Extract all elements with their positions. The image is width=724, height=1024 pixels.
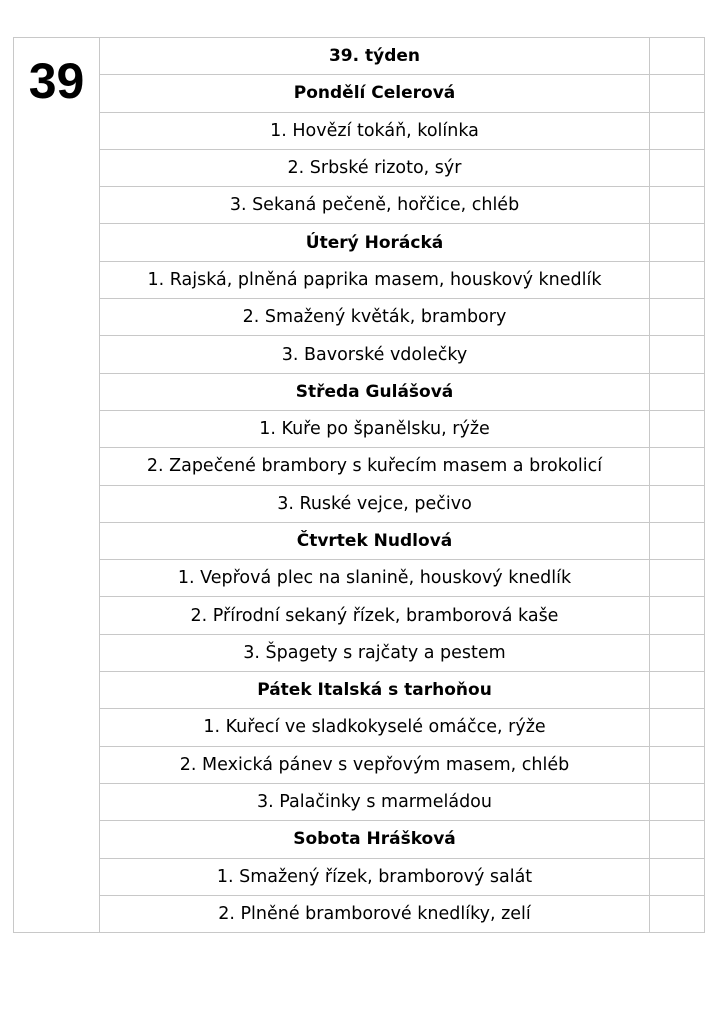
empty-cell bbox=[650, 448, 705, 485]
day-heading: Sobota Hrášková bbox=[100, 821, 650, 858]
empty-cell bbox=[650, 224, 705, 261]
meal-item: 1. Kuřecí ve sladkokyselé omáčce, rýže bbox=[100, 709, 650, 746]
empty-cell bbox=[650, 597, 705, 634]
day-heading-row bbox=[14, 522, 705, 559]
meal-row bbox=[14, 410, 705, 447]
meal-row bbox=[14, 709, 705, 746]
empty-cell bbox=[650, 299, 705, 336]
empty-cell bbox=[650, 261, 705, 298]
empty-cell bbox=[650, 672, 705, 709]
empty-cell bbox=[650, 783, 705, 820]
meal-item: 1. Hovězí tokáň, kolínka bbox=[100, 112, 650, 149]
empty-cell bbox=[650, 336, 705, 373]
empty-cell bbox=[650, 560, 705, 597]
empty-cell bbox=[650, 821, 705, 858]
day-heading: Úterý Horácká bbox=[100, 224, 650, 261]
empty-cell bbox=[650, 485, 705, 522]
meal-row bbox=[14, 448, 705, 485]
empty-cell bbox=[650, 187, 705, 224]
day-heading-row bbox=[14, 821, 705, 858]
meal-item: 2. Mexická pánev s vepřovým masem, chléb bbox=[100, 746, 650, 783]
meal-row bbox=[14, 560, 705, 597]
meal-row bbox=[14, 299, 705, 336]
meal-row bbox=[14, 485, 705, 522]
empty-cell bbox=[650, 38, 705, 75]
meal-row bbox=[14, 634, 705, 671]
day-heading-row bbox=[14, 672, 705, 709]
meal-item: 3. Bavorské vdolečky bbox=[100, 336, 650, 373]
empty-cell bbox=[650, 149, 705, 186]
meal-item: 1. Smažený řízek, bramborový salát bbox=[100, 858, 650, 895]
meal-item: 3. Sekaná pečeně, hořčice, chléb bbox=[100, 187, 650, 224]
meal-item: 3. Špagety s rajčaty a pestem bbox=[100, 634, 650, 671]
empty-cell bbox=[650, 709, 705, 746]
meal-row bbox=[14, 187, 705, 224]
meal-row bbox=[14, 336, 705, 373]
meal-item: 1. Vepřová plec na slanině, houskový knedlík bbox=[100, 560, 650, 597]
empty-cell bbox=[650, 746, 705, 783]
meal-row bbox=[14, 112, 705, 149]
day-heading: Středa Gulášová bbox=[100, 373, 650, 410]
weekly-menu-table bbox=[13, 37, 705, 933]
meal-item: 1. Kuře po španělsku, rýže bbox=[100, 410, 650, 447]
empty-cell bbox=[650, 410, 705, 447]
day-heading: Pátek Italská s tarhoňou bbox=[100, 672, 650, 709]
meal-item: 2. Srbské rizoto, sýr bbox=[100, 149, 650, 186]
empty-cell bbox=[650, 634, 705, 671]
day-heading-row bbox=[14, 75, 705, 112]
day-heading-row bbox=[14, 373, 705, 410]
empty-cell bbox=[650, 75, 705, 112]
meal-row bbox=[14, 261, 705, 298]
meal-row bbox=[14, 783, 705, 820]
meal-item: 3. Ruské vejce, pečivo bbox=[100, 485, 650, 522]
meal-row bbox=[14, 746, 705, 783]
meal-item: 2. Zapečené brambory s kuřecím masem a brokolicí bbox=[100, 448, 650, 485]
day-heading-row bbox=[14, 224, 705, 261]
empty-cell bbox=[650, 112, 705, 149]
week-heading-row bbox=[14, 38, 705, 75]
menu-body bbox=[14, 38, 705, 933]
meal-row bbox=[14, 597, 705, 634]
meal-item: 1. Rajská, plněná paprika masem, houskový knedlík bbox=[100, 261, 650, 298]
empty-cell bbox=[650, 858, 705, 895]
meal-item: 2. Smažený květák, brambory bbox=[100, 299, 650, 336]
meal-item: 2. Plněné bramborové knedlíky, zelí bbox=[100, 895, 650, 932]
meal-row bbox=[14, 895, 705, 932]
empty-cell bbox=[650, 522, 705, 559]
empty-cell bbox=[650, 895, 705, 932]
meal-row bbox=[14, 149, 705, 186]
week-number: 39 bbox=[14, 38, 100, 933]
meal-item: 2. Přírodní sekaný řízek, bramborová kaše bbox=[100, 597, 650, 634]
meal-row bbox=[14, 858, 705, 895]
meal-item: 3. Palačinky s marmeládou bbox=[100, 783, 650, 820]
empty-cell bbox=[650, 373, 705, 410]
day-heading: Pondělí Celerová bbox=[100, 75, 650, 112]
day-heading: Čtvrtek Nudlová bbox=[100, 522, 650, 559]
week-heading: 39. týden bbox=[100, 38, 650, 75]
